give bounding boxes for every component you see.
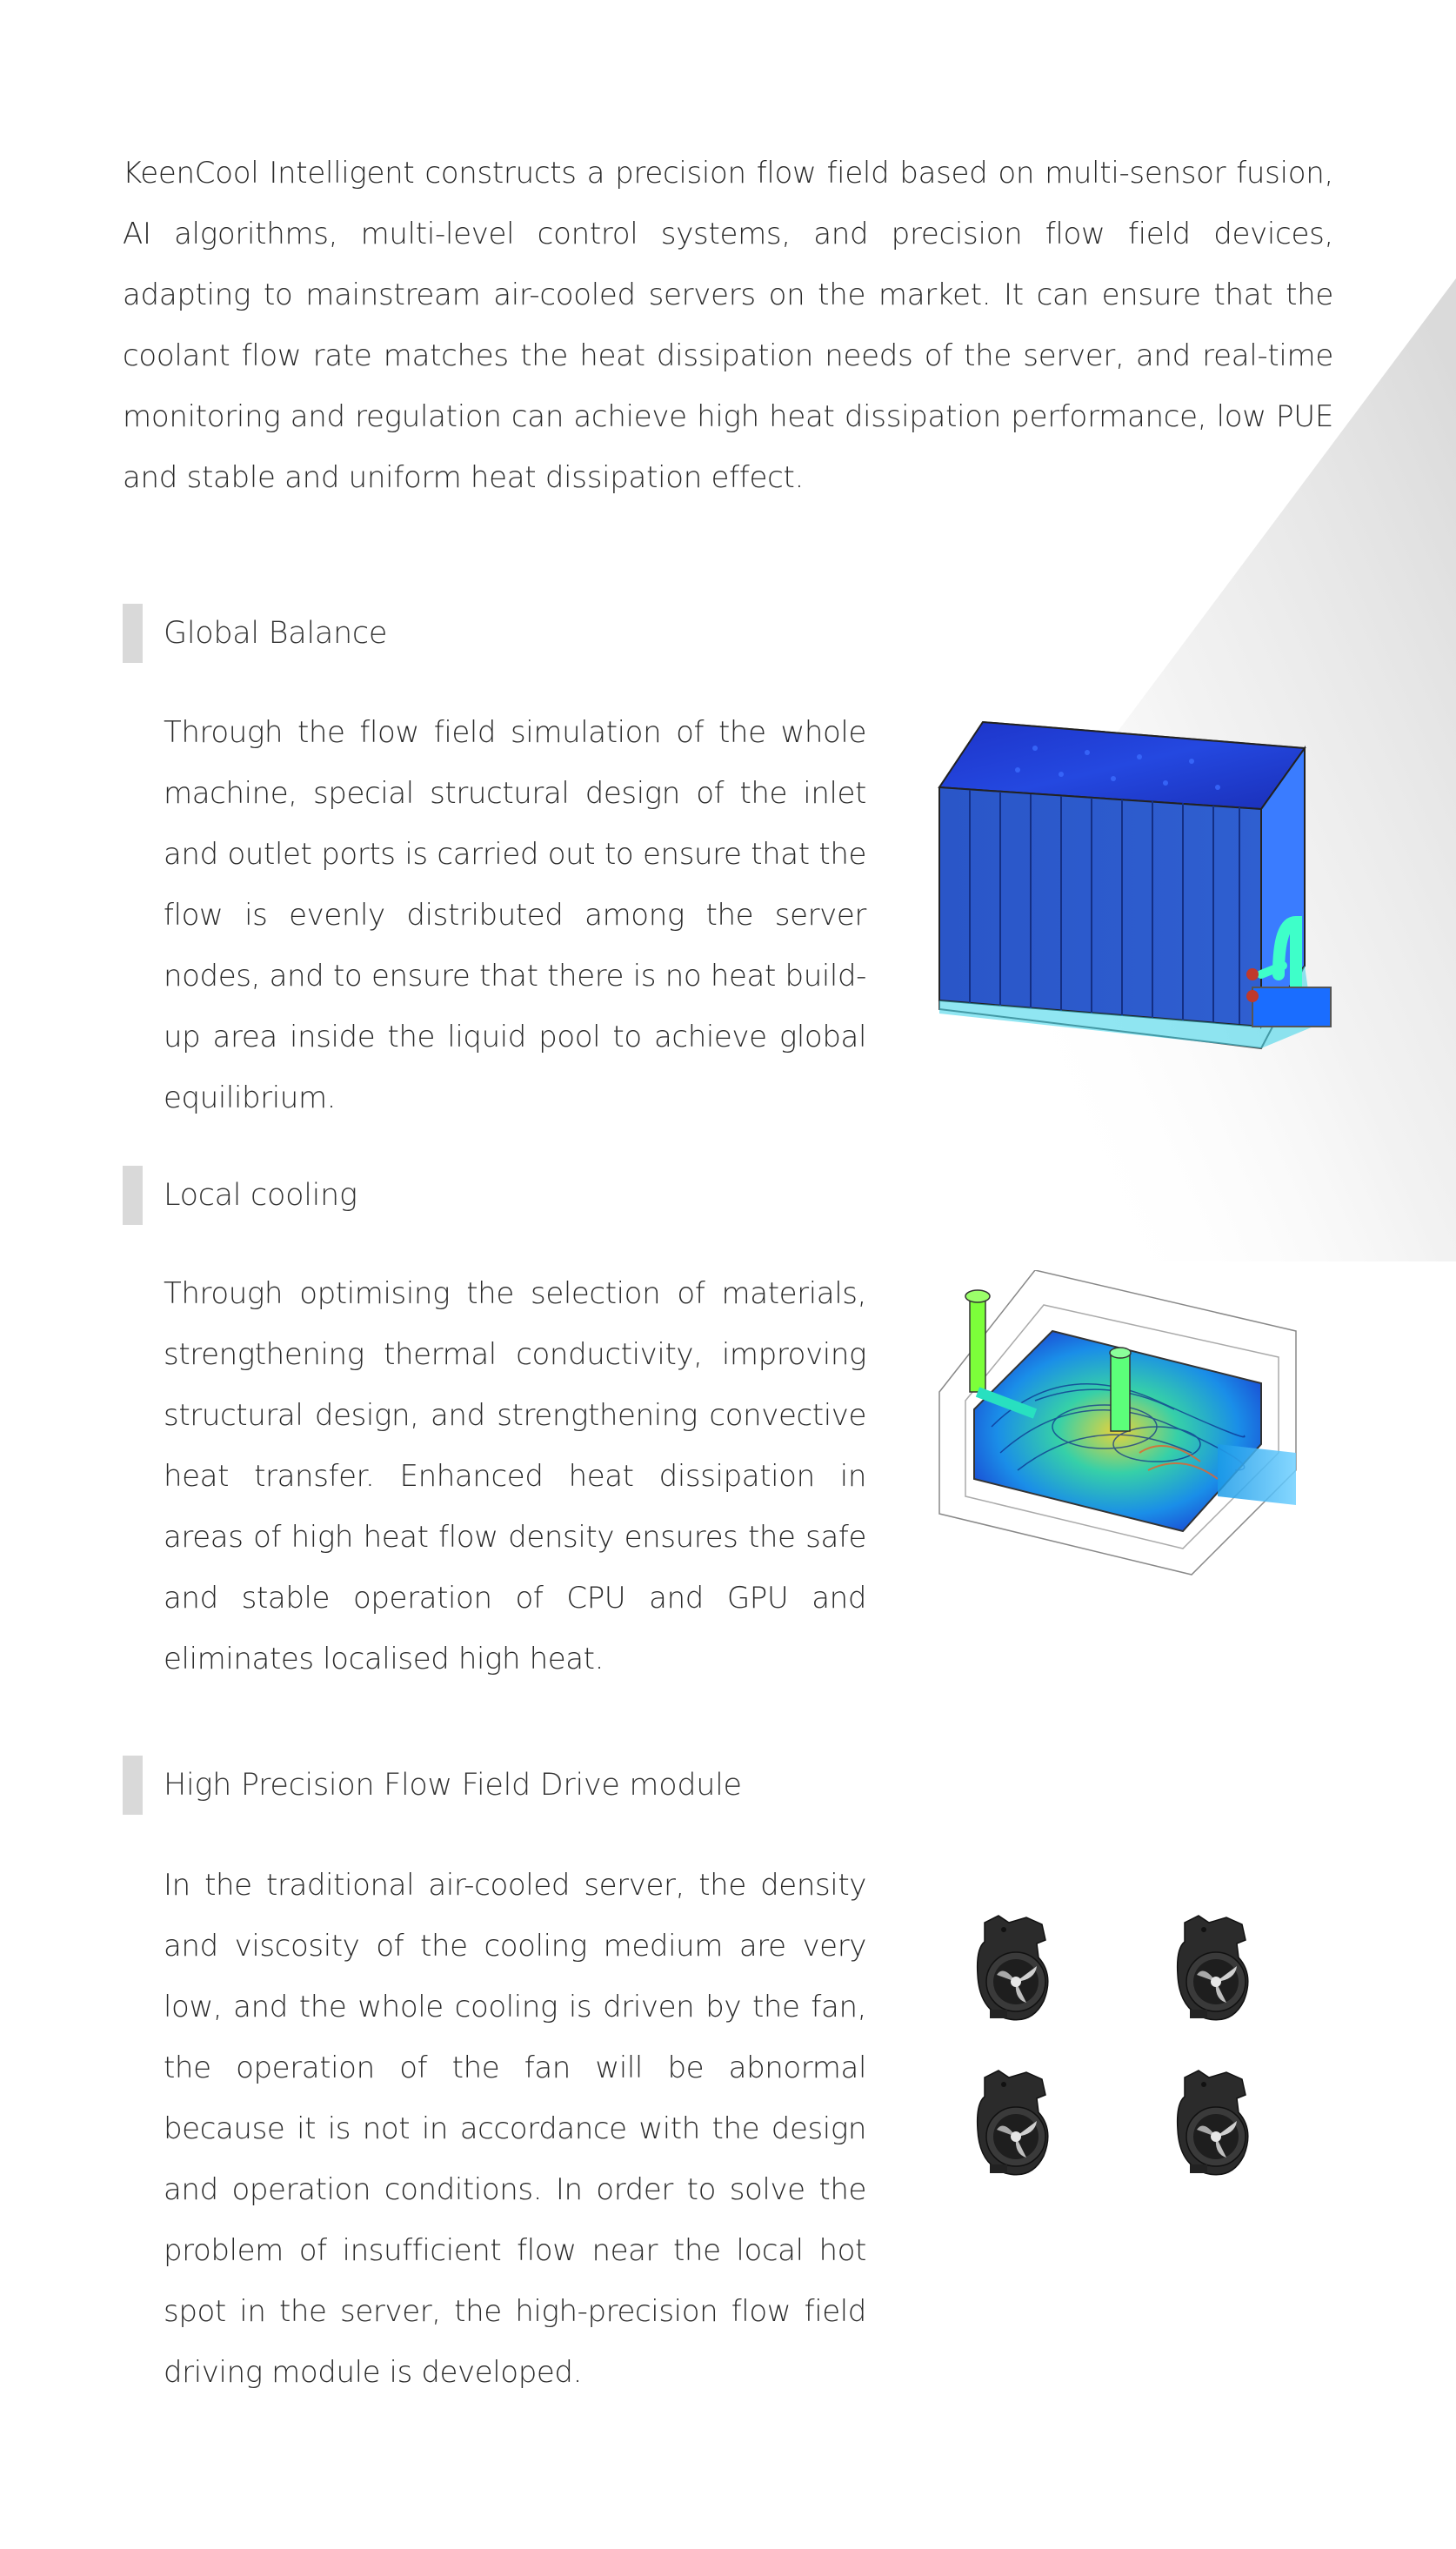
flow-drive-module-illustration [965, 1905, 1313, 2201]
section-heading-flow-drive-module [123, 1756, 742, 1815]
section-body-flow-drive-module: In the traditional air-cooled server, the density and viscosity of the cooling medium are very low, and the whole cooling is driven by the fan, the operation of the fan will be abnormal because it is not in accordance with the design and operation conditions. In order to solve the problem of insufficient flow near the local hot spot in the server, the high-precision flow field driving module is developed. [164, 1868, 866, 2390]
section-heading-local-cooling [123, 1166, 357, 1225]
section-body-global-balance: Through the flow field simulation of the whole machine, special structural design of the inlet and outlet ports is carried out to ensure that the flow is evenly distributed among the server nodes, and to ensure that there is no heat build-up area inside the liquid pool to achieve global equilibrium. [164, 715, 866, 1115]
section-title: Global Balance [164, 616, 388, 651]
section-body-local-cooling: Through optimising the selection of materials, strengthening thermal conductivity, improving structural design, and strengthening convective heat transfer. Enhanced heat dissipation in areas of high heat flow density ensures the safe and stable operation of CPU and GPU and eliminates localised high heat. [164, 1276, 866, 1676]
section-heading-global-balance [123, 604, 387, 663]
liquid-pool-simulation-illustration [931, 713, 1339, 1061]
heading-accent-bar [123, 1166, 143, 1225]
section-title: High Precision Flow Field Drive module [164, 1768, 742, 1803]
heading-accent-bar [123, 604, 143, 663]
section-title: Local cooling [164, 1178, 357, 1213]
intro-paragraph: KeenCool Intelligent constructs a precision flow field based on multi-sensor fusion, AI algorithms, multi-level control systems, and precision flow field devices, adapting to mainstream air-cooled servers on the market. It can ensure that the coolant flow rate matches the heat dissipation needs of the server, and real-time monitoring and regulation can achieve high heat dissipation performance, low PUE and stable and uniform heat dissipation effect. [123, 156, 1333, 495]
heading-accent-bar [123, 1756, 143, 1815]
cold-plate-flow-simulation-illustration [931, 1270, 1305, 1592]
